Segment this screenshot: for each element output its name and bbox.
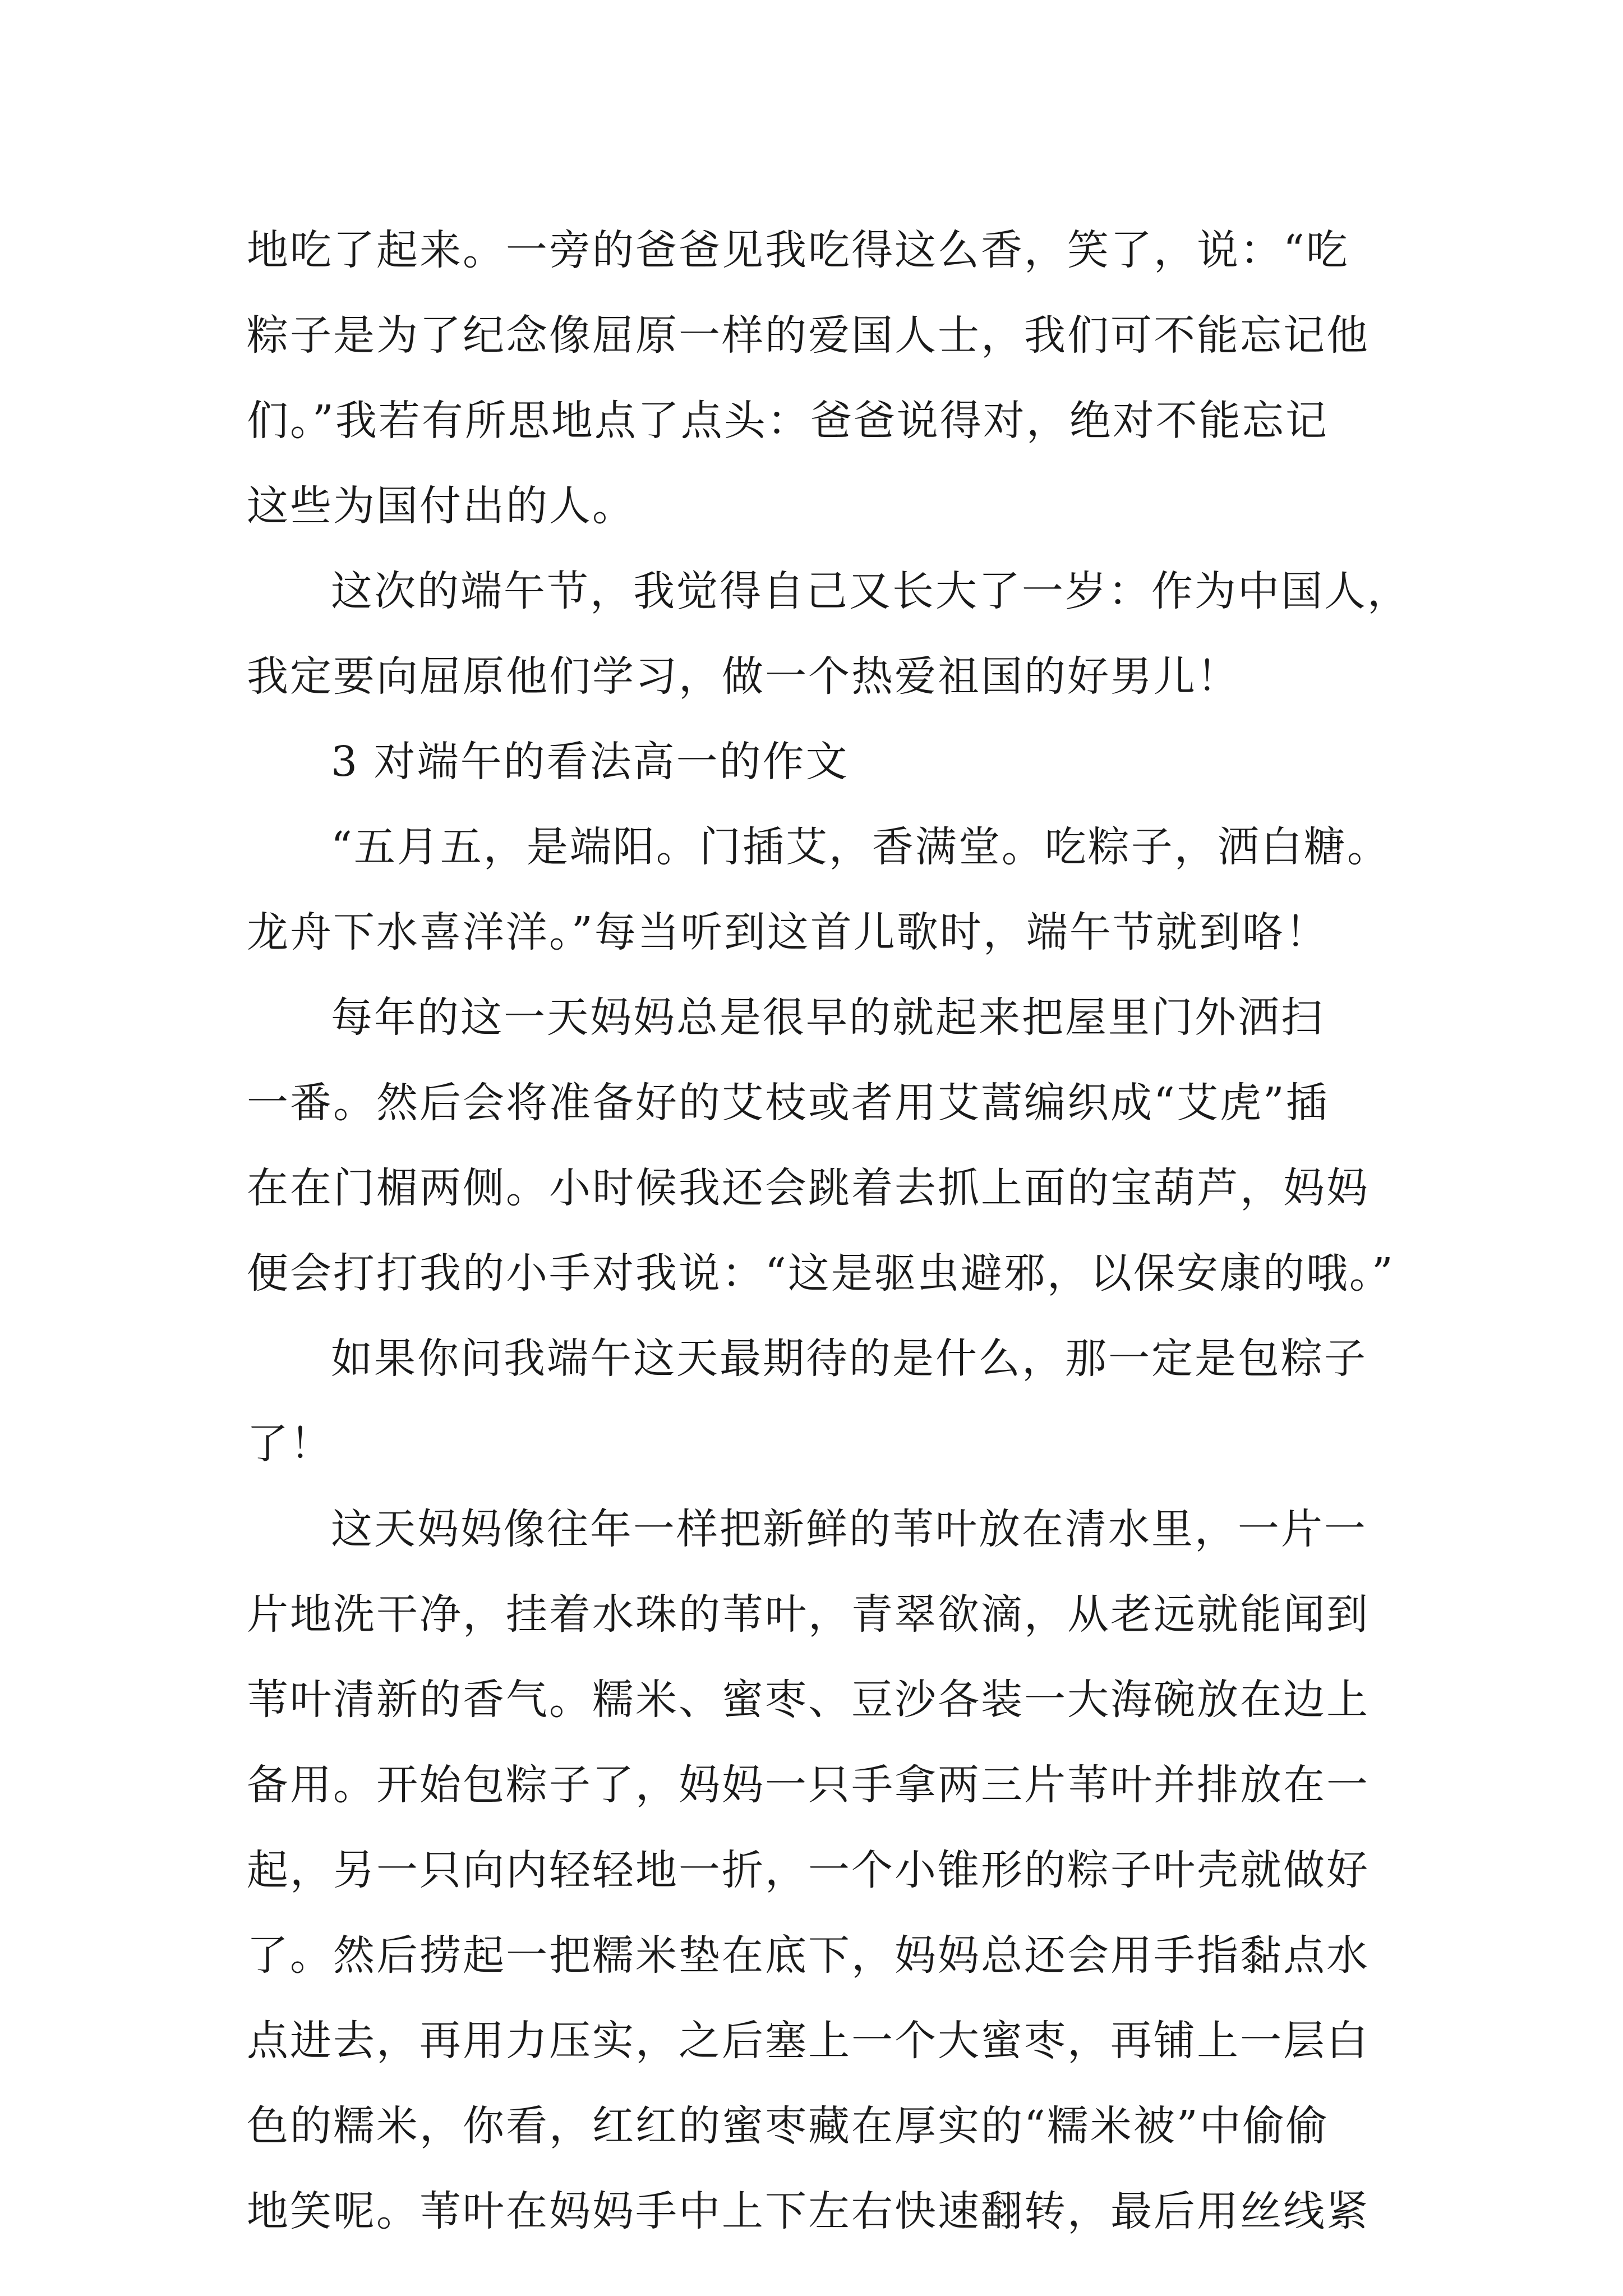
text-line-10: 每年的这一天妈妈总是很早的就起来把屋里门外洒扫 bbox=[331, 993, 1324, 1042]
text-line-5: 这次的端午节，我觉得自己又长大了一岁：作为中国人， bbox=[331, 567, 1410, 615]
text-line-18: 苇叶清新的香气。糯米、蜜枣、豆沙各装一大海碗放在边上 bbox=[247, 1676, 1370, 1724]
text-line-6: 我定要向屈原他们学习，做一个热爱祖国的好男儿！ bbox=[247, 652, 1240, 701]
text-line-17: 片地洗干净，挂着水珠的苇叶，青翠欲滴，从老远就能闻到 bbox=[247, 1590, 1370, 1639]
text-line-9: 龙舟下水喜洋洋。”每当听到这首儿歌时，端午节就到咯！ bbox=[247, 908, 1329, 956]
text-line-19: 备用。开始包粽子了，妈妈一只手拿两三片苇叶并排放在一 bbox=[247, 1761, 1370, 1809]
text-line-21: 了。然后捞起一把糯米垫在底下，妈妈总还会用手指黏点水 bbox=[247, 1931, 1370, 1980]
text-line-11: 一番。然后会将准备好的艾枝或者用艾蒿编织成“艾虎”插 bbox=[247, 1079, 1329, 1127]
text-line-14: 如果你问我端午这天最期待的是什么，那一定是包粽子 bbox=[331, 1335, 1367, 1383]
text-line-16: 这天妈妈像往年一样把新鲜的苇叶放在清水里，一片一 bbox=[331, 1505, 1367, 1553]
text-line-13: 便会打打我的小手对我说：“这是驱虫避邪，以保安康的哦。” bbox=[247, 1249, 1395, 1297]
text-line-22: 点进去，再用力压实，之后塞上一个大蜜枣，再铺上一层白 bbox=[247, 2017, 1370, 2065]
text-line-8: “五月五，是端阳。门插艾，香满堂。吃粽子，洒白糖。 bbox=[331, 823, 1390, 871]
text-line-12: 在在门楣两侧。小时候我还会跳着去抓上面的宝葫芦，妈妈 bbox=[247, 1164, 1370, 1212]
text-line-20: 起，另一只向内轻轻地一折，一个小锥形的粽子叶壳就做好 bbox=[247, 1846, 1370, 1894]
text-line-23: 色的糯米，你看，红红的蜜枣藏在厚实的“糯米被”中偷偷 bbox=[247, 2102, 1329, 2150]
text-line-24: 地笑呢。苇叶在妈妈手中上下左右快速翻转，最后用丝线紧 bbox=[247, 2187, 1370, 2235]
section-heading: 3 对端午的看法高一的作文 bbox=[331, 738, 849, 786]
text-line-2: 粽子是为了纪念像屈原一样的爱国人士，我们可不能忘记他 bbox=[247, 311, 1370, 360]
text-line-1: 地吃了起来。一旁的爸爸见我吃得这么香，笑了，说：“吃 bbox=[247, 226, 1349, 274]
body-text bbox=[247, 208, 1410, 2254]
text-line-3: 们。”我若有所思地点了点头：爸爸说得对，绝对不能忘记 bbox=[247, 397, 1329, 445]
text-line-4: 这些为国付出的人。 bbox=[247, 482, 635, 530]
text-line-15: 了！ bbox=[247, 1420, 333, 1468]
